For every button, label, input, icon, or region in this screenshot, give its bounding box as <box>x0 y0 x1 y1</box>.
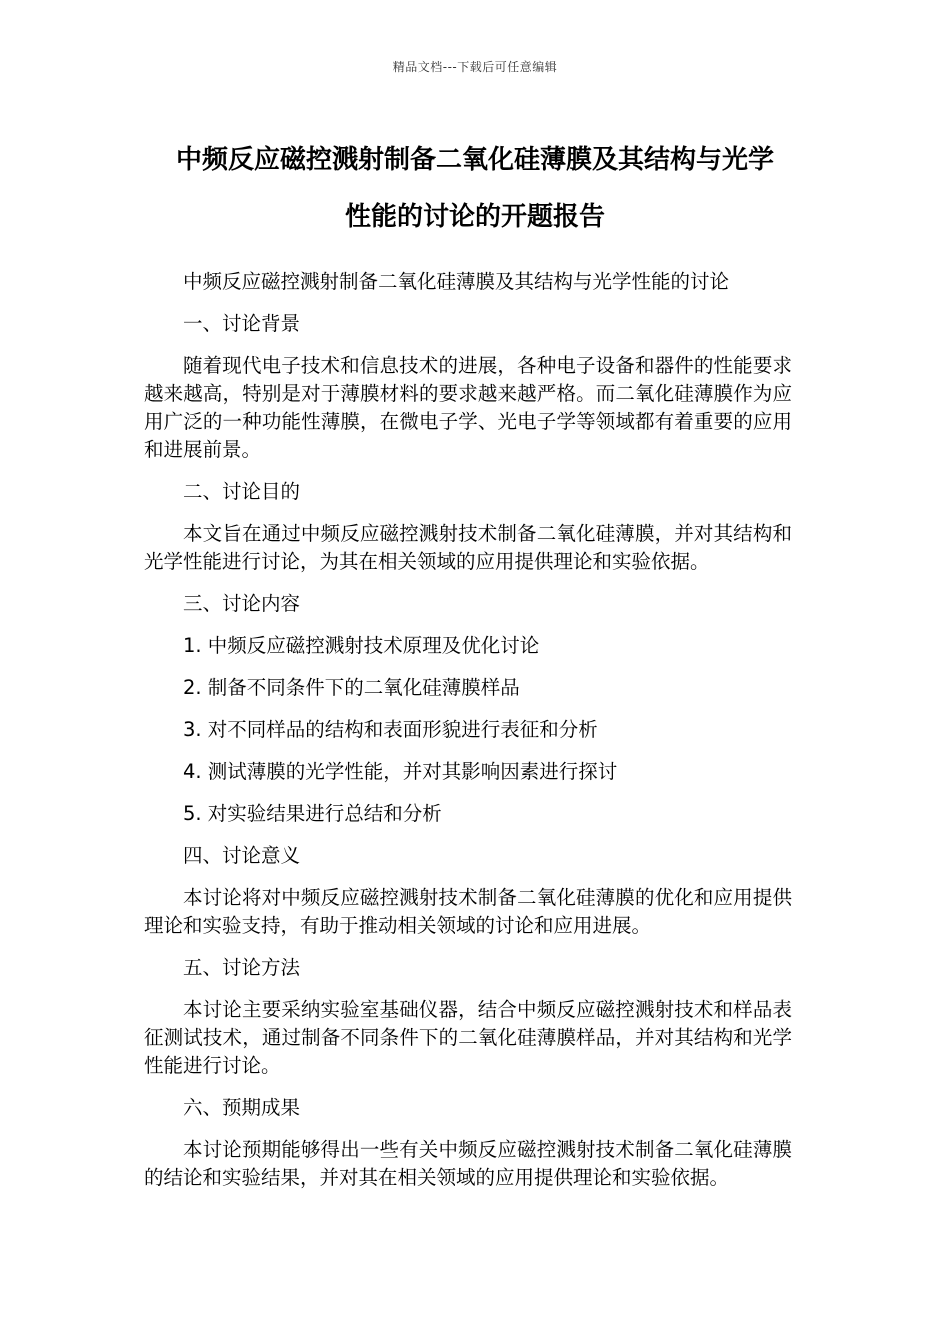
section-body-significance: 本讨论将对中频反应磁控溅射技术制备二氧化硅薄膜的优化和应用提供理论和实验支持，有助于推动相关领域的讨论和应用进展。 <box>144 886 792 937</box>
section-body-method: 本讨论主要采纳实验室基础仪器，结合中频反应磁控溅射技术和样品表征测试技术，通过制备不同条件下的二氧化硅薄膜样品，并对其结构和光学性能进行讨论。 <box>144 998 792 1077</box>
section-heading-method: 五、讨论方法 <box>183 956 301 979</box>
section-heading-background: 一、讨论背景 <box>183 312 301 335</box>
section-heading-results: 六、预期成果 <box>183 1096 301 1119</box>
content-list-item: 5. 对实验结果进行总结和分析 <box>183 802 442 825</box>
content-list-item: 3. 对不同样品的结构和表面形貌进行表征和分析 <box>183 718 598 741</box>
content-list-item: 4. 测试薄膜的光学性能，并对其影响因素进行探讨 <box>183 760 618 783</box>
section-heading-significance: 四、讨论意义 <box>183 844 301 867</box>
document-body <box>144 268 792 1206</box>
subtitle: 中频反应磁控溅射制备二氧化硅薄膜及其结构与光学性能的讨论 <box>183 270 730 293</box>
content-list-item: 1. 中频反应磁控溅射技术原理及优化讨论 <box>183 634 540 657</box>
content-list-item: 2. 制备不同条件下的二氧化硅薄膜样品 <box>183 676 520 699</box>
section-body-results: 本讨论预期能够得出一些有关中频反应磁控溅射技术制备二氧化硅薄膜的结论和实验结果，并对其在相关领域的应用提供理论和实验依据。 <box>144 1138 792 1189</box>
title-line-2: 性能的讨论的开题报告 <box>344 202 605 232</box>
section-heading-content: 三、讨论内容 <box>183 592 301 615</box>
header-note: 精品文档---下载后可任意编辑 <box>392 60 558 74</box>
document-title <box>120 132 830 246</box>
section-body-background: 随着现代电子技术和信息技术的进展，各种电子设备和器件的性能要求越来越高，特别是对于薄膜材料的要求越来越严格。而二氧化硅薄膜作为应用广泛的一种功能性薄膜，在微电子学、光电子学等领域都有着重要的应用和进展前景。 <box>144 354 792 461</box>
section-body-purpose: 本文旨在通过中频反应磁控溅射技术制备二氧化硅薄膜，并对其结构和光学性能进行讨论，为其在相关领域的应用提供理论和实验依据。 <box>144 522 792 573</box>
section-heading-purpose: 二、讨论目的 <box>183 480 301 503</box>
title-line-1: 中频反应磁控溅射制备二氧化硅薄膜及其结构与光学 <box>175 145 774 175</box>
